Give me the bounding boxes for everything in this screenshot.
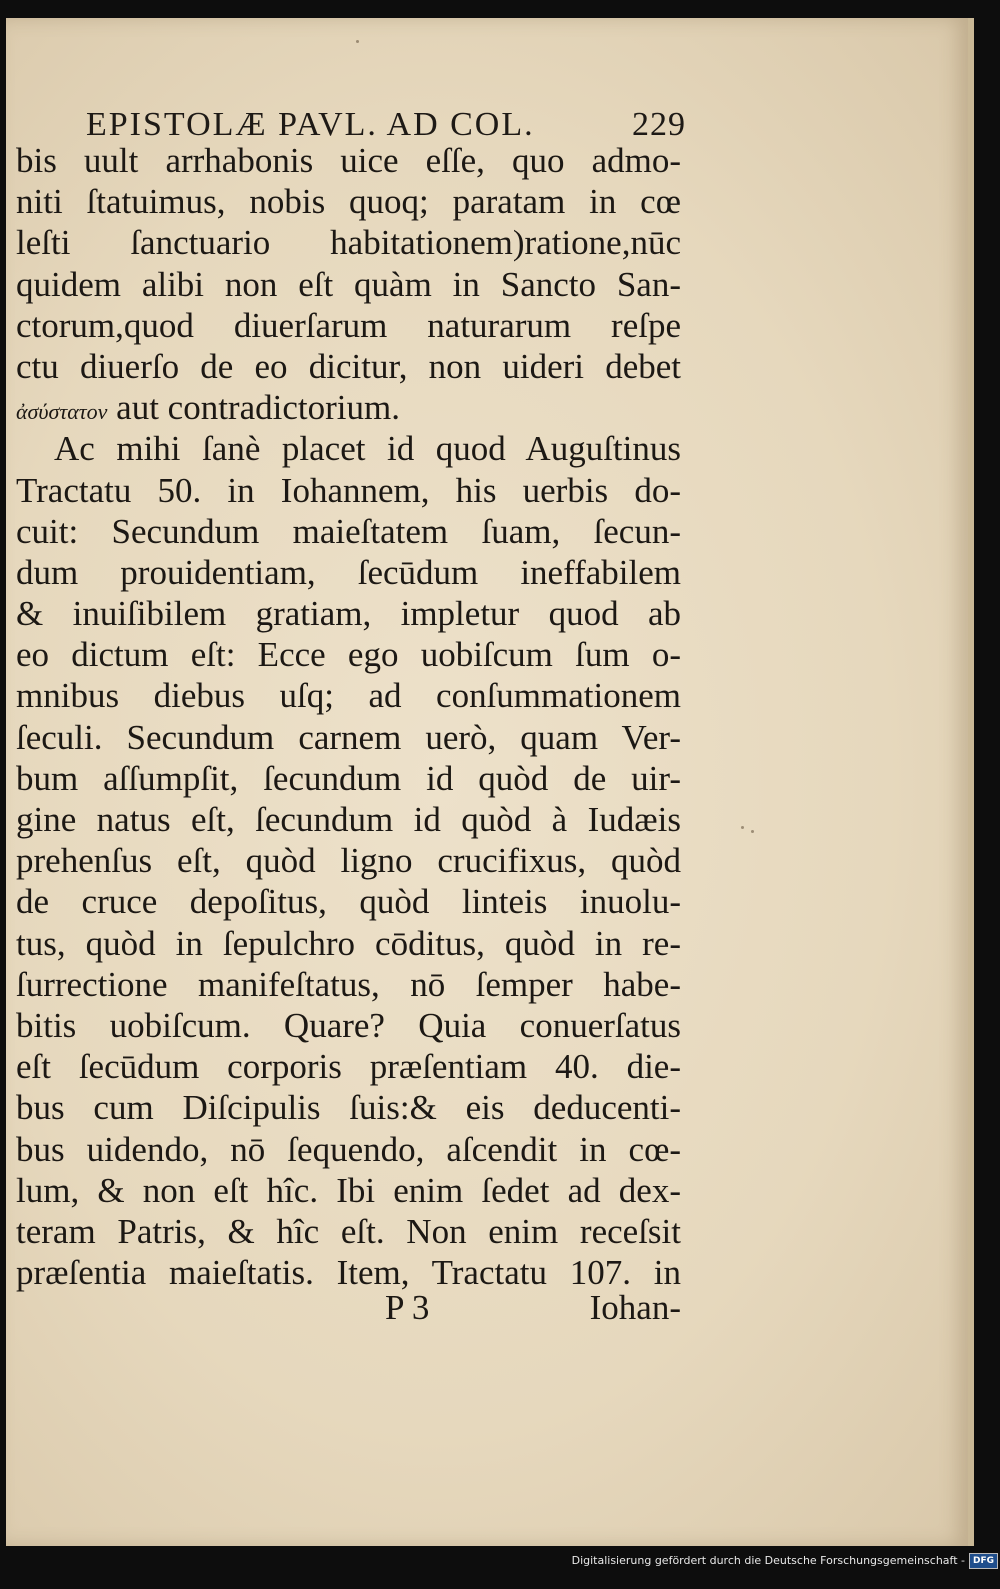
text-line: quidem alibi non eſt quàm in Sancto San- [16,264,681,304]
text-line: bum aſſumpſit, ſecundum id quòd de uir- [16,758,681,798]
dfg-logo: DFG [969,1553,998,1569]
body-text [16,140,681,1293]
text-line: leſti ſanctuario habitationem)ratione,nūc [16,223,681,263]
text-line: dum prouidentiam, ſecūdum ineffabilem [16,552,681,592]
text-line: Tractatu 50. in Iohannem, his uerbis do- [16,470,681,510]
greek-word: ἀσύστατον [16,399,108,425]
text-line: ſurrectione manifeſtatus, nō ſemper habe- [16,964,681,1004]
text-line: de cruce depoſitus, quòd linteis inuolu- [16,882,681,922]
paragraph-first-line: Ac mihi ſanè placet id quod Auguſtinus [54,429,681,469]
credit-text: Digitalisierung gefördert durch die Deutsche Forschungsgemeinschaft - [571,1554,965,1567]
ink-speck [356,40,359,43]
text-line: lum, & non eſt hîc. Ibi enim ſedet ad dex- [16,1170,681,1210]
running-head-title: EPISTOLÆ PAVL. AD COL. [86,106,535,143]
text-line: prehenſus eſt, quòd ligno crucifixus, quòd [16,841,681,881]
text-line: eſt ſecūdum corporis præſentiam 40. die- [16,1047,681,1087]
text-line: mnibus diebus uſq; ad conſummationem [16,676,681,716]
ink-speck [741,826,744,829]
text-line: cuit: Secundum maieſtatem ſuam, ſecun- [16,511,681,551]
text-line: bitis uobiſcum. Quare? Quia conuerſatus [16,1005,681,1045]
signature-mark: P 3 [385,1288,430,1327]
catchword: Iohan- [589,1288,681,1327]
text-line: bus cum Diſcipulis ſuis:& eis deducenti- [16,1088,681,1128]
text-line-with-greek [16,387,681,428]
text-line: & inuiſibilem gratiam, impletur quod ab [16,594,681,634]
text-line: gine natus eſt, ſecundum id quòd à Iudæis [16,800,681,839]
text-line: bus uidendo, nō ſequendo, aſcendit in cœ- [16,1129,681,1169]
catchline [385,1288,681,1332]
text-line: teram Patris, & hîc eſt. Non enim receſsit [16,1211,681,1251]
text-line: præſentia maieſtatis. Item, Tractatu 107. in [16,1253,681,1293]
page-number: 229 [632,106,686,143]
text-line-end: aut contradictorium. [116,388,400,428]
text-line: bis uult arrhabonis uice eſſe, quo admo- [16,141,681,180]
text-line: ſeculi. Secundum carnem uerò, quam Ver- [16,717,681,757]
text-line: tus, quòd in ſepulchro cōditus, quòd in re- [16,923,681,963]
text-line: ctu diuerſo de eo dicitur, non uideri debet [16,346,681,386]
ink-speck [751,830,754,833]
text-line: ctorum,quod diuerſarum naturarum reſpe [16,305,681,345]
digitization-credit [560,1550,998,1572]
text-line: eo dictum eſt: Ecce ego uobiſcum ſum o- [16,635,681,675]
text-line: niti ſtatuimus, nobis quoq; paratam in cœ [16,182,681,222]
